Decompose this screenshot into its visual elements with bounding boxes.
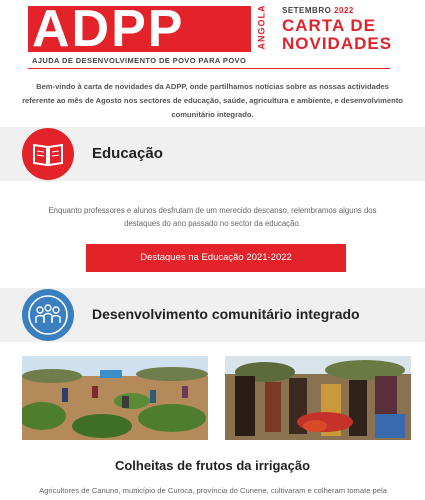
country-label: ANGOLA (256, 4, 267, 50)
adpp-logo[interactable] (28, 0, 251, 58)
logo-text: ADPP (32, 0, 185, 58)
book-icon (22, 128, 74, 180)
newsletter-header (0, 0, 425, 78)
issue-year: 2022 (334, 6, 354, 15)
education-text: Enquanto professores e alunos desfrutam de um merecido descanso, relembramos alguns dos destaques do ano passado no sector da educação. (48, 206, 377, 228)
article-title: Colheitas de frutos da irrigação (114, 458, 311, 473)
logo-tagline: AJUDA DE DESENVOLVIMENTO DE POVO PARA POVO (32, 56, 247, 65)
community-title: Desenvolvimento comunitário integrado (92, 306, 360, 322)
intro-text: Bem-vindo à carta de novidades da ADPP, onde partilhamos notícias sobre as nossas actividades referente ao mês de Agosto nos sectores de educação, saúde, agricultura e ambiente, e desenvolvimento comunitário integrado. (22, 82, 403, 119)
header-divider (28, 68, 390, 69)
community-icon (22, 289, 74, 341)
issue-month: SETEMBRO (282, 6, 332, 15)
field-photo (22, 356, 208, 440)
issue-date (282, 6, 354, 15)
newsletter-title: CARTA DE NOVIDADES (282, 16, 393, 53)
harvest-photo (225, 356, 411, 440)
education-highlights-button[interactable]: Destaques na Educação 2021-2022 (86, 244, 346, 272)
education-title: Educação (92, 145, 163, 162)
article-text: Agricultores de Canuno, município de Curoca, província do Cunene, cultivaram e colheram tomate pela (39, 486, 387, 495)
